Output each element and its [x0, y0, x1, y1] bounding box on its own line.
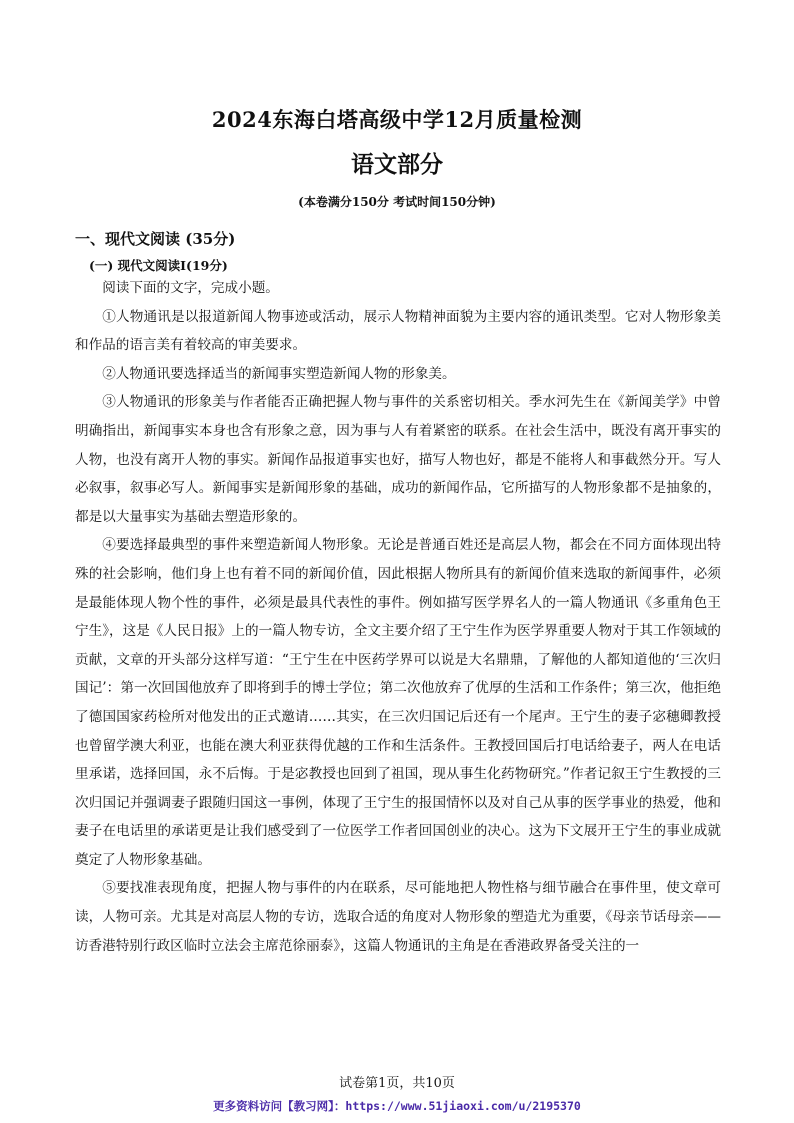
exam-note: (本卷满分150分 考试时间150分钟) [298, 195, 496, 209]
passage-paragraph-3: ③人物通讯的形象美与作者能否正确把握人物与事件的关系密切相关。季水河先生在《新闻美学》中曾明确指出，新闻事实本身也含有形象之意，因为事与人有着紧密的联系。在社会生活中，既没有离开事实的人物，也没有离开人物的事实。新闻作品报道事实也好，描写人物也好，都是不能将人和事截然分开。写人必叙事，叙事必写人。新闻事实是新闻形象的基础，成功的新闻作品，它所描写的人物形象都不是抽象的，都是以大量事实为基础去塑造形象的。 [75, 394, 721, 525]
reading-passage [75, 274, 721, 960]
page-number: 试卷第1页，共10页 [339, 1076, 455, 1091]
passage-paragraph-4: ④要选择最典型的事件来塑造新闻人物形象。无论是普通百姓还是高层人物，都会在不同方面体现出特殊的社会影响，他们身上也有着不同的新闻价值，因此根据人物所具有的新闻价值来选取的新闻事件，必须是最能体现人物个性的事件，必须是最具代表性的事件。例如描写医学界名人的一篇人物通讯《多重角色王宁生》，这是《人民日报》上的一篇人物专访，全文主要介绍了王宁生作为医学界重要人物对于其工作领域的贡献，文章的开头部分这样写道：“王宁生在中医药学界可以说是大名鼎鼎，了解他的人都知道他的‘三次归国记’：第一次回国他放弃了即将到手的博士学位；第二次他放弃了优厚的生活和工作条件；第三次，他拒绝了德国国家药检所对他发出的正式邀请……其实，在三次归国记后还有一个尾声。王宁生的妻子宓穗卿教授也曾留学澳大利亚，也能在澳大利亚获得优越的工作和生活条件。王教授回国后打电话给妻子，两人在电话里承诺，选择回国，永不后悔。于是宓教授也回到了祖国，现从事生化药物研究。”作者记叙王宁生教授的三次归国记并强调妻子跟随归国这一事例，体现了王宁生的报国情怀以及对自己从事的医学事业的热爱，他和妻子在电话里的承诺更是让我们感受到了一位医学工作者回国创业的决心。这为下文展开王宁生的事业成就奠定了人物形象基础。 [75, 537, 721, 868]
exam-title: 2024东海白塔高级中学12月质量检测 [211, 107, 583, 132]
passage-paragraph-5: ⑤要找准表现角度，把握人物与事件的内在联系，尽可能地把人物性格与细节融合在事件里，使文章可读，人物可亲。尤其是对高层人物的专访，选取合适的角度对人物形象的塑造尤为重要，《母亲节话母亲——访香港特别行政区临时立法会主席范徐丽泰》，这篇人物通讯的主角是在香港政界备受关注的一 [75, 880, 721, 954]
source-link[interactable]: 更多资料访问【教习网】：https://www.51jiaoxi.com/u/2195370 [213, 1099, 581, 1113]
passage-paragraph-1: ①人物通讯是以报道新闻人物事迹或活动，展示人物精神面貌为主要内容的通讯类型。它对人物形象美和作品的语言美有着较高的审美要求。 [75, 308, 721, 354]
subject-title: 语文部分 [351, 151, 443, 178]
passage-paragraph-2: ②人物通讯要选择适当的新闻事实塑造新闻人物的形象美。 [102, 365, 456, 382]
section-heading: 一、现代文阅读 (35分) [75, 230, 236, 248]
subsection-heading: (一) 现代文阅读Ⅰ(19分) [89, 258, 228, 273]
instruction-paragraph: 阅读下面的文字，完成小题。 [102, 280, 279, 296]
